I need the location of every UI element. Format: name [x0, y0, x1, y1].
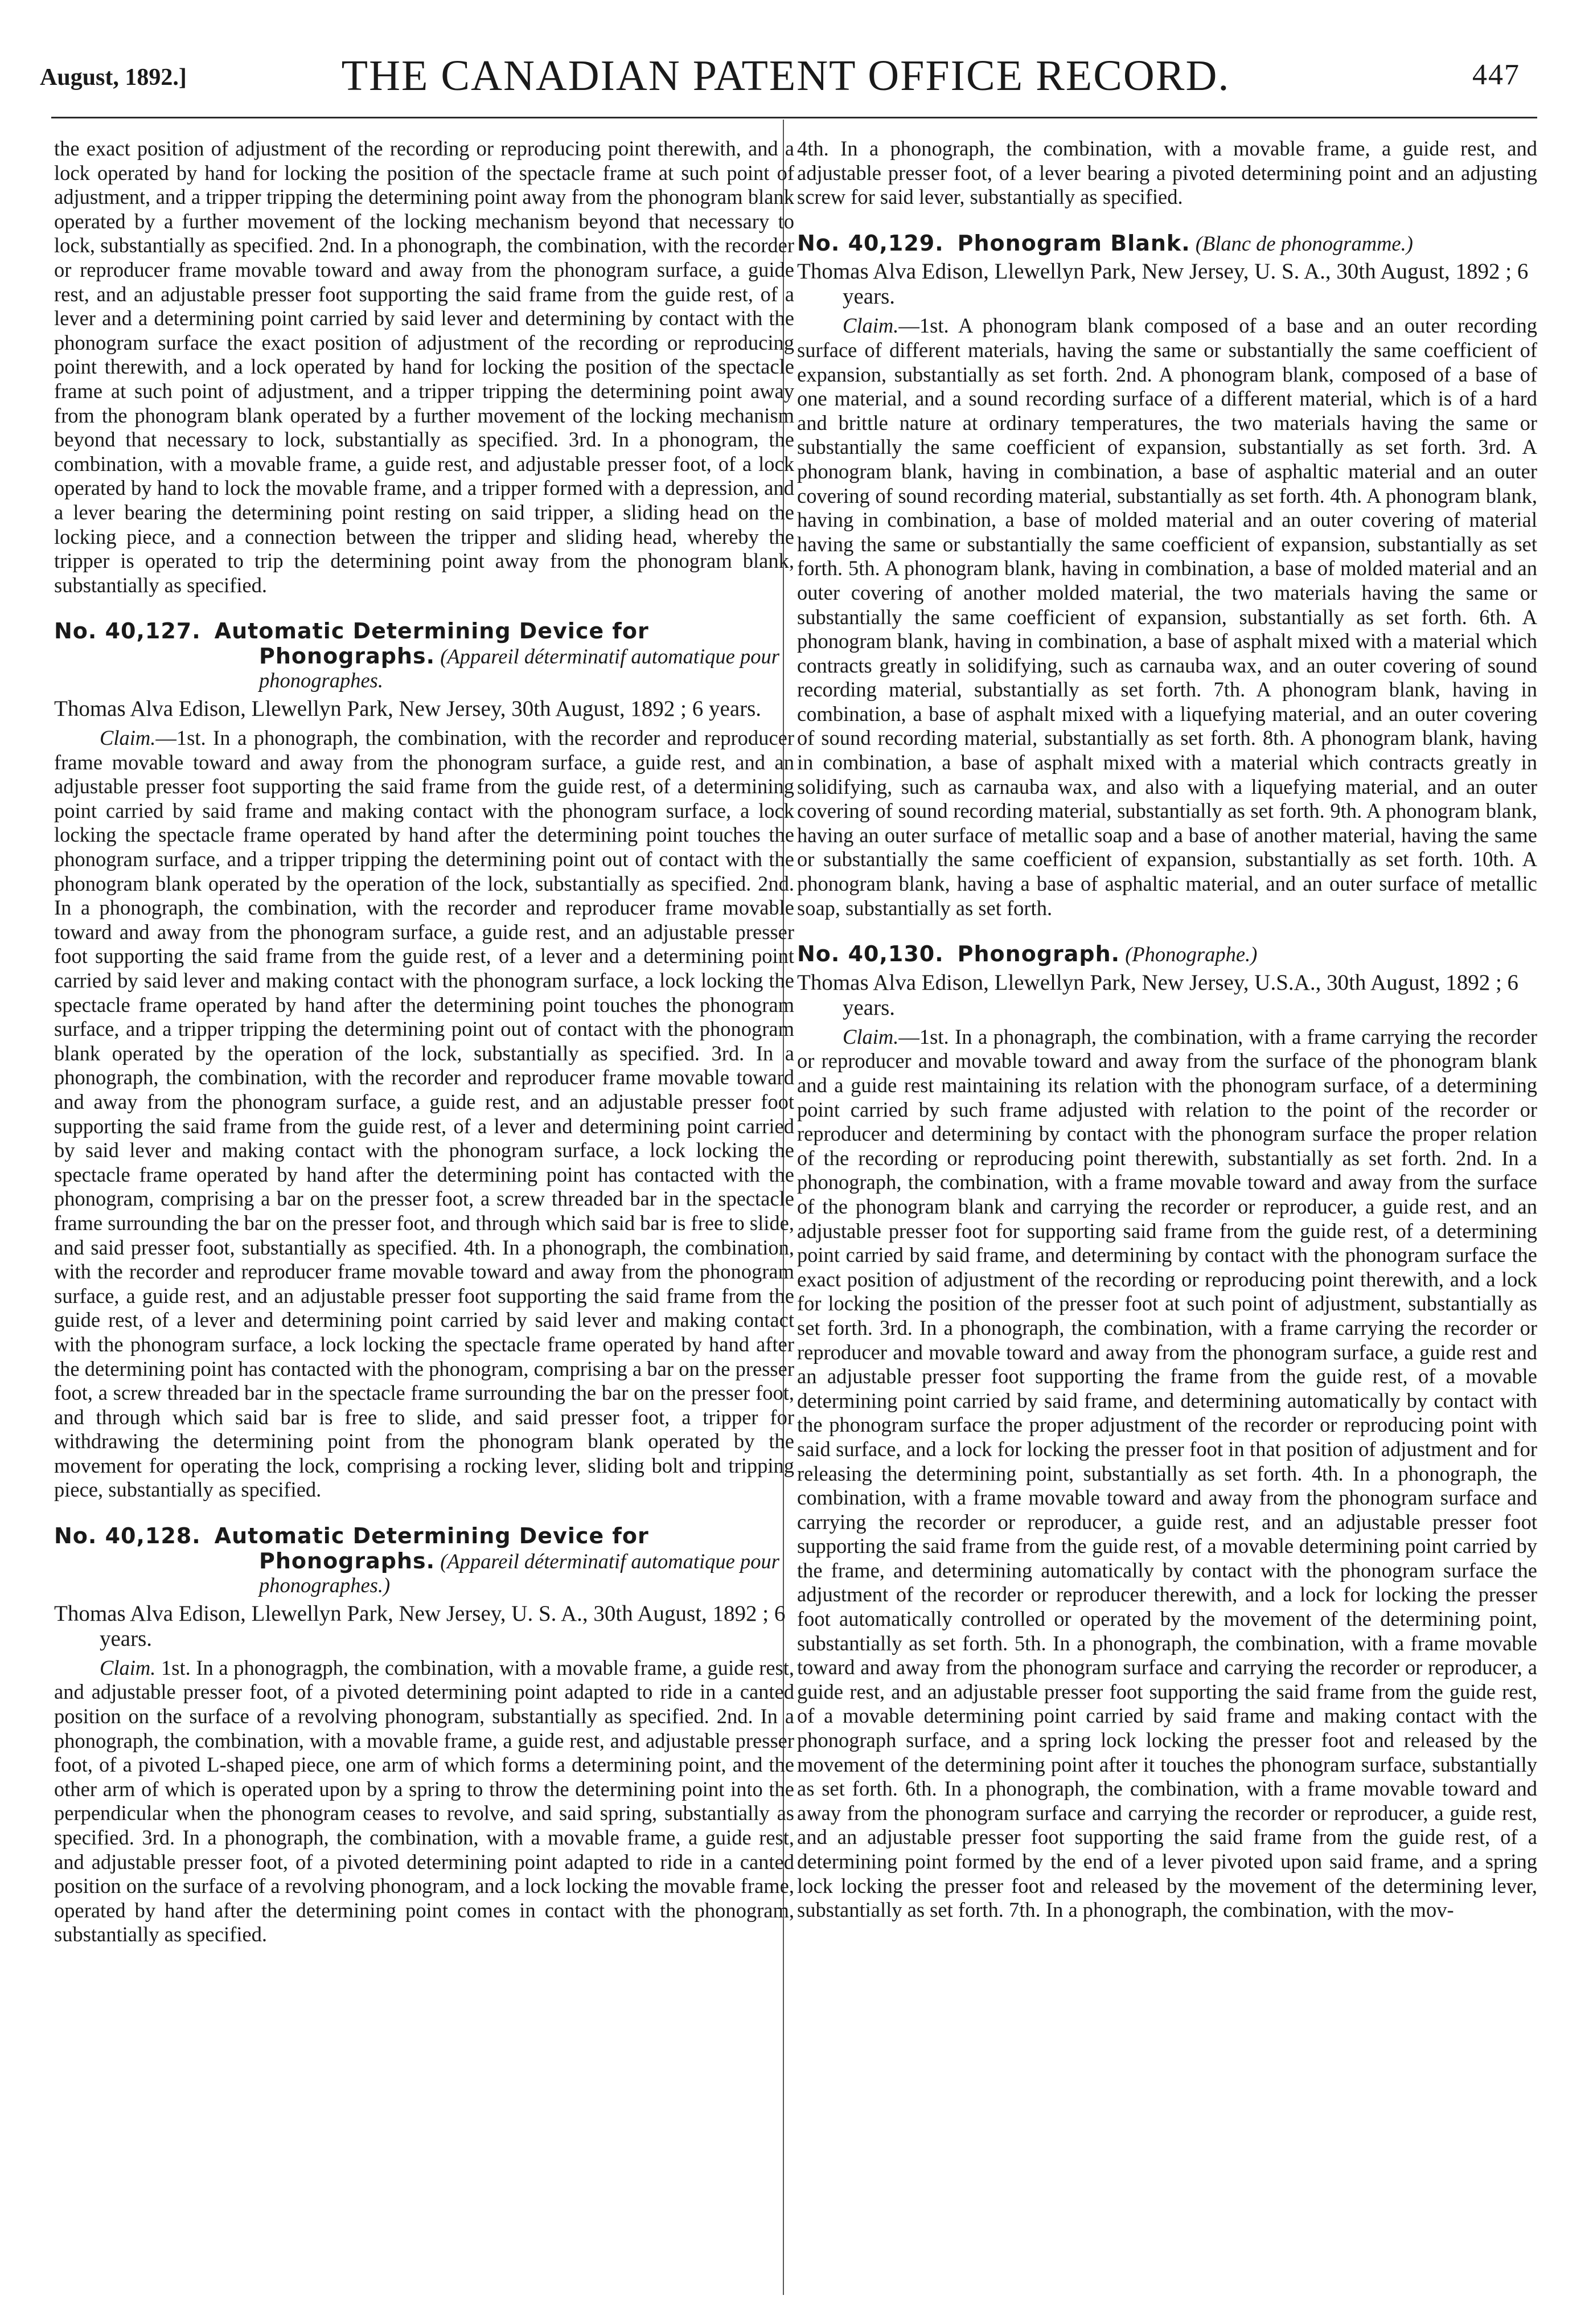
continued-claims: the exact position of adjustment of the recording or reproducing point therewith, and a lock operated by hand for locking the position of the spectacle frame at such point of adjustment, and a tripper tripping the determining point away from the phonogram blank operated by a further movement of the locking mechanism beyond that necessary to lock, substantially as specified. 2nd. In a phonograph, the combination, with the recorder or reproducer frame movable toward and away from the phonogram surface, a guide rest, and an adjustable presser foot supporting the said frame from the guide rest, of a lever and a determining point carried by said lever and determining by contact with the phonogram surface the exact position of adjustment of the recording or reproducing point therewith, and a lock operated by hand for locking the position of the spectacle frame at such point of adjustment, and a tripper tripping the determining point away from the phonogram blank operated by a further movement of the locking mechanism beyond that necessary to lock, substantially as specified. 3rd. In a phonogram, the combination, with a movable frame, a guide rest, and adjustable presser foot, of a lock operated by hand to lock the movable frame, and a tripper formed with a depression, and a lever bearing the determining point resting on said tripper, a sliding head on the locking piece, and a connection between the tripper and sliding head, whereby the tripper is operated to trip the determining point away from the phonogram blank, substantially as specified.: [54, 137, 794, 597]
claim-label: Claim.: [843, 314, 899, 338]
patent-entry-40127: [54, 619, 794, 1502]
patent-number: No. 40,130.: [797, 941, 944, 967]
left-column: [54, 137, 794, 1947]
claims-text: —1st. In a phonagraph, the combination, with a frame carrying the recorder or reproducer and movable toward and away from the surface of the phonogram blank and a guide rest maintaining its relation with the phonogram surface, of a determining point carried by such frame adjusted with relation to the point of the recorder or reproducer and determining by contact with the phonogram surface the proper relation of the recording or reproducing point therewith, substantially as set forth. 2nd. In a phonograph, the combination, with a frame movable toward and away from the surface of the phonogram blank and carrying the recorder or reproducer, a guide rest, and an adjustable presser foot for supporting said frame from the guide rest, of a determining point carried by said frame, and determining by contact with the phonogram surface the exact position of adjustment of the recording or reproducing point therewith, and a lock for locking the position of the presser foot at such point of adjustment, substantially as set forth. 3rd. In a phonograph, the combination, with a frame carrying the recorder or reproducer and movable toward and away from the phonogram surface, a guide rest and an adjustable presser foot supporting the frame from the guide rest, of a movable determining point carried by said frame, and determining automatically by contact with the phonogram surface the proper adjustment of the recorder or reproducing point with said surface, and a lock for locking the presser foot in that position of adjustment and for releasing the determining point, substantially as set forth. 4th. In a phonograph, the combination, with a frame movable toward and away from the phonogram surface and carrying the recorder or reproducer, a guide rest, and an adjustable presser foot supporting the said frame from the guide rest, of a movable determining point carried by the frame, and determining automatically by contact with the phonogram surface the adjustment of the recorder or reproducer therewith, and a lock for locking the presser foot automatically controlled or operated by the movement of the determining point, substantially as set forth. 5th. In a phonograph, the combination, with a frame movable toward and away from the phonogram surface and carrying the recorder or reproducer, a guide rest, and an adjustable presser foot supporting the said frame from the guide rest, of a movable determining point carried by said frame and making contact with the phonograph surface, and a spring lock locking the presser foot and released by the movement of the determining point after it touches the phonogram surface, substantially as set forth. 6th. In a phonograph, the combination, with a frame movable toward and away from the phonogram surface and carrying the recorder or reproducer, a guide rest, and an adjustable presser foot supporting the said frame from the guide rest, of a determining point formed by the end of a lever pivoted upon said frame, and a spring lock locking the presser foot and released by the movement of the determining lever, substantially as set forth. 7th. In a phonograph, the combination, with the mov-: [797, 1024, 1537, 1922]
header-rule: [51, 117, 1537, 118]
claims: [54, 726, 794, 1502]
applicant: Thomas Alva Edison, Llewellyn Park, New Jersey, U. S. A., 30th August, 1892 ; 6 years.: [54, 1601, 786, 1651]
claims-text: —1st. In a phonograph, the combination, with the recorder and reproducer frame movable toward and away from the phonogram surface, a guide rest, and an adjustable presser foot supporting the said frame from the guide rest, of a determining point carried by said frame and making contact with the phonogram surface, a lock locking the spectacle frame operated by hand after the determining point touches the phonogram surface, and a tripper tripping the determining point out of contact with the phonogram blank operated by the operation of the lock, substantially as specified. 2nd. In a phonograph, the combination, with the recorder and reproducer frame movable toward and away from the phonogram surface, a guide rest, and an adjustable presser foot supporting the said frame from the guide rest, of a lever and a determining point carried by said lever and making contact with the phonogram surface, a lock locking the spectacle frame operated by hand after the determining point touches the phonogram surface, and a tripper tripping the determining point out of contact with the phonogram blank operated by the operation of the lock, substantially as specified. 3rd. In a phonograph, the combination, with the recorder and reproducer frame movable toward and away from the phonogram surface, a guide rest, and an adjustable presser foot supporting the said frame from the guide rest, of a lever and determining point carried by said lever and making contact with the phonogram surface, a lock locking the spectacle frame operated by hand after the determining point has contacted with the phonogram, comprising a bar on the presser foot, a screw threaded bar in the spectacle frame surrounding the bar on the presser foot, and through which said bar is free to slide, and said presser foot, substantially as specified. 4th. In a phonograph, the combination, with the recorder and reproducer frame movable toward and away from the phonogram surface, a guide rest, and an adjustable presser foot supporting the said frame from the guide rest, of a lever and determining point carried by said lever and making contact with the phonogram surface, a lock locking the spectacle frame operated by hand after the determining point has contacted with the phonogram, comprising a bar on the presser foot, a screw threaded bar in the spectacle frame surrounding the bar on the presser foot, and through which said bar is free to slide, and said presser foot, a tripper for withdrawing the determining point from the phonogram blank operated by the movement for operating the lock, comprising a rocking lever, sliding bolt and tripping piece, substantially as specified.: [54, 726, 794, 1502]
french-title: (Phonographe.): [1125, 942, 1258, 966]
french-title: (Appareil déterminatif automatique pour phonographes.): [259, 1549, 779, 1597]
page-header: [40, 51, 1531, 120]
continued-claims: 4th. In a phonograph, the combination, with a movable frame, a guide rest, and adjustable presser foot, of a lever bearing a pivoted determining point and an adjusting screw for said lever, substantially as specified.: [797, 137, 1537, 209]
applicant: Thomas Alva Edison, Llewellyn Park, New Jersey, 30th August, 1892 ; 6 years.: [54, 696, 762, 722]
patent-title: Phonograph.: [957, 941, 1120, 967]
patent-title: Phonogram Blank.: [957, 230, 1190, 256]
patent-number: No. 40,129.: [797, 230, 944, 256]
page-number: 447: [1472, 59, 1520, 91]
publication-title: THE CANADIAN PATENT OFFICE RECORD.: [341, 52, 1230, 100]
claims: [54, 1656, 794, 1947]
patent-entry-40130: [797, 942, 1537, 1923]
patent-title: Automatic Determining Device for Phonographs.: [214, 1523, 649, 1573]
patent-title: Automatic Determining Device for Phonographs.: [214, 618, 649, 669]
entry-heading: [797, 231, 1537, 256]
entry-heading: [54, 619, 794, 693]
french-title: (Appareil déterminatif automatique pour phonographes.: [259, 644, 779, 692]
patent-number: No. 40,127.: [54, 618, 201, 644]
entry-heading: [797, 942, 1537, 967]
applicant: Thomas Alva Edison, Llewellyn Park, New Jersey, U. S. A., 30th August, 1892 ; 6 years.: [797, 259, 1529, 309]
french-title: (Blanc de phonogramme.): [1195, 231, 1413, 255]
claims: [797, 1025, 1537, 1923]
patent-entry-40128: [54, 1524, 794, 1947]
claim-label: Claim.: [100, 726, 156, 750]
patent-number: No. 40,128.: [54, 1523, 201, 1549]
claims-text: —1st. A phonogram blank composed of a base and an outer recording surface of different materials, having the same or substantially the same coefficient of expansion, substantially as set forth. 2nd. A phonogram blank, composed of a base of one material, and a sound recording surface of a different material, which is of a hard and brittle nature at ordinary temperatures, the two materials having the same or substantially the same coefficient of expansion, substantially as set forth. 3rd. A phonogram blank, having in combination, a base of asphaltic material and an outer covering of sound recording material, substantially as set forth. 4th. A phonogram blank, having in combination, a base of molded material and an outer covering of material having the same or substantially the same coefficient of expansion, substantially as set forth. 5th. A phonogram blank, having in combination, a base of molded material and an outer covering of another molded material, the two materials having the same or substantially the same coefficient of expansion, substantially as set forth. 6th. A phonogram blank, having in combination, a base of asphalt mixed with a material which contracts greatly in solidifying, such as carnauba wax, and an outer covering of sound recording material, substantially as set forth. 7th. A phonogram blank, having in combination, a base of asphalt mixed with a liquefying material, and an outer covering of sound recording material, substantially as set forth. 8th. A phonogram blank, having in combination, a base of asphalt mixed with a material which contracts greatly in solidifying, such as carnauba wax, and also with a liquefying material, and an outer covering of sound recording material, substantially as set forth. 9th. A phonogram blank, having an outer surface of metallic soap and a base of another material, having the same or substantially the same coefficient of expansion, substantially as set forth. 10th. A phonogram blank, having a base of asphaltic material, and an outer surface of metallic soap, substantially as set forth.: [797, 314, 1537, 920]
claims-text: 1st. In a phonogragph, the combination, with a movable frame, a guide rest, and adjustable presser foot, of a pivoted determining point adapted to ride in a canted position on the surface of a revolving phonogram, substantially as specified. 2nd. In a phonograph, the combination, with a movable frame, a guide rest, and adjustable presser foot, of a pivoted L-shaped piece, one arm of which forms a determining point, and the other arm of which is operated upon by a spring to throw the determining point into the perpendicular when the phonogram ceases to revolve, and said spring, substantially as specified. 3rd. In a phonograph, the combination, with a movable frame, a guide rest, and adjustable presser foot, of a pivoted determining point adapted to ride in a canted position on the surface of a revolving phonogram, and a lock locking the movable frame, operated by hand after the determining point comes in contact with the phonogram, substantially as specified.: [54, 1655, 794, 1946]
claim-label: Claim.: [843, 1024, 899, 1048]
claim-label: Claim.: [100, 1655, 156, 1679]
right-column: [797, 137, 1537, 1923]
entry-heading: [54, 1524, 794, 1598]
claims: [797, 314, 1537, 920]
issue-date: August, 1892.]: [40, 64, 187, 91]
patent-entry-40129: [797, 231, 1537, 920]
applicant: Thomas Alva Edison, Llewellyn Park, New Jersey, U.S.A., 30th August, 1892 ; 6 years.: [797, 970, 1519, 1020]
